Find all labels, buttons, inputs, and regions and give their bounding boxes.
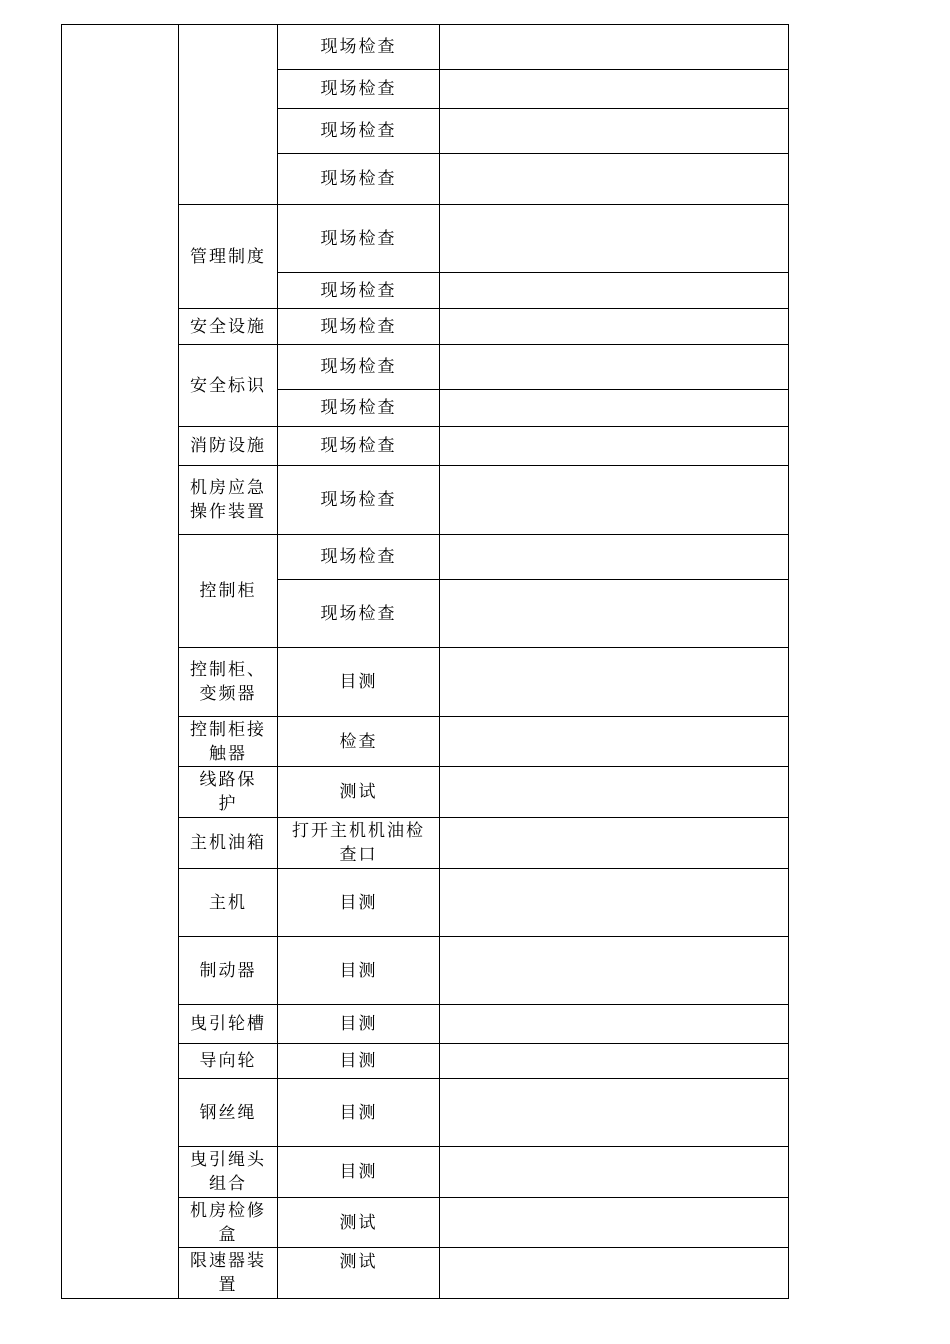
- method-cell: 现场检查: [320, 169, 397, 189]
- method-cell: 现场检查: [320, 37, 397, 57]
- method-cell: 现场检查: [320, 316, 397, 337]
- table-border-right: [788, 24, 789, 1299]
- item-cell-management-rules: 管理制度: [190, 246, 266, 267]
- table-border-left: [61, 24, 62, 1299]
- method-cell: 现场检查: [320, 436, 397, 456]
- method-cell: 现场检查: [320, 280, 397, 301]
- method-cell: 测试: [339, 1212, 378, 1233]
- method-cell: 目测: [339, 672, 378, 692]
- item-cell-speed-governor: 限速器装置: [190, 1251, 266, 1295]
- method-cell: 目测: [339, 892, 378, 913]
- method-cell: 目测: [339, 1051, 378, 1071]
- method-cell: 现场检查: [320, 490, 397, 510]
- method-cell: 现场检查: [320, 547, 397, 567]
- method-cell: 目测: [339, 1102, 378, 1123]
- item-cell-line-protection: 线路保护: [199, 770, 257, 814]
- method-cell: 现场检查: [320, 398, 397, 418]
- item-cell-guide-wheel: 导向轮: [199, 1051, 257, 1071]
- item-cell-fire-facilities: 消防设施: [190, 436, 266, 456]
- method-cell: 现场检查: [320, 79, 397, 99]
- item-cell-control-cabinet: 控制柜: [199, 581, 257, 601]
- method-cell: 现场检查: [320, 228, 397, 249]
- item-cell-oil-tank: 主机油箱: [190, 833, 266, 853]
- item-cell-safety-signs: 安全标识: [190, 375, 266, 396]
- item-cell-main-machine: 主机: [209, 892, 247, 913]
- item-cell-rope-head: 曳引绳头组合: [190, 1150, 266, 1194]
- method-cell: 现场检查: [320, 121, 397, 141]
- table-border-bottom: [61, 1298, 789, 1299]
- item-cell-emergency-device: 机房应急操作装置: [190, 478, 266, 522]
- method-cell: 打开主机机油检查口: [292, 821, 425, 865]
- method-cell: 测试: [339, 782, 378, 802]
- item-cell-inspection-box: 机房检修盒: [190, 1200, 266, 1245]
- item-cell-brake: 制动器: [199, 960, 257, 981]
- item-cell-wire-rope: 钢丝绳: [199, 1102, 257, 1123]
- item-cell-traction-sheave: 曳引轮槽: [190, 1014, 266, 1034]
- method-cell: 目测: [339, 1162, 378, 1182]
- item-cell-cabinet-contactor: 控制柜接触器: [190, 719, 266, 764]
- method-cell: 目测: [339, 960, 378, 981]
- method-cell: 现场检查: [320, 603, 397, 624]
- method-cell: 目测: [339, 1014, 378, 1034]
- item-cell-safety-facilities: 安全设施: [190, 316, 266, 337]
- method-cell: 测试: [339, 1252, 378, 1272]
- item-cell-cabinet-inverter: 控制柜、变频器: [190, 660, 266, 704]
- method-cell: 检查: [339, 731, 378, 752]
- column-divider-3: [439, 24, 440, 1299]
- method-cell: 现场检查: [320, 357, 397, 377]
